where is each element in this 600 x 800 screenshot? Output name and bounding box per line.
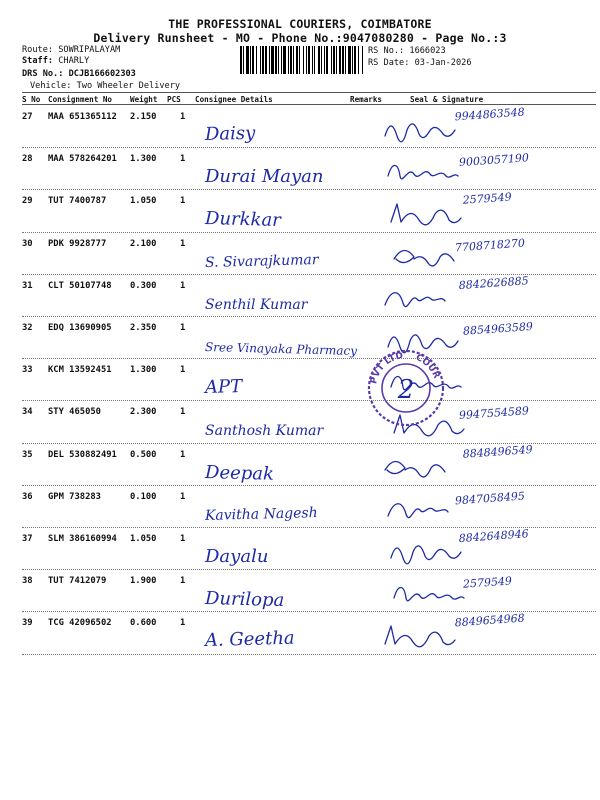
barcode-bar bbox=[281, 46, 282, 74]
row-weight: 2.150 bbox=[130, 112, 157, 122]
rs-no-line bbox=[368, 46, 446, 56]
consignee-handwritten-name: Senthil Kumar bbox=[205, 296, 308, 313]
row-pcs: 1 bbox=[180, 196, 186, 207]
consignee-handwritten-name: Durilopa bbox=[204, 588, 285, 612]
barcode-bar bbox=[339, 46, 341, 74]
table-row bbox=[0, 106, 600, 150]
row-sno: 36 bbox=[22, 491, 33, 502]
consignee-handwritten-name: APT bbox=[204, 376, 243, 399]
row-weight: 0.100 bbox=[130, 491, 157, 502]
row-pcs: 1 bbox=[180, 112, 186, 122]
staff-line bbox=[22, 56, 89, 66]
row-pcs: 1 bbox=[180, 534, 186, 544]
barcode-bar bbox=[318, 46, 320, 74]
row-consignment-no: PDK 9928777 bbox=[48, 238, 107, 249]
handwritten-phone: 8842648946 bbox=[458, 527, 530, 546]
handwritten-phone: 9847058495 bbox=[454, 489, 526, 508]
row-consignment-no: MAA 651365112 bbox=[48, 112, 117, 122]
consignee-handwritten-name: Dayalu bbox=[205, 546, 269, 567]
stamp-right-text: COUR bbox=[414, 352, 442, 381]
row-pcs: 1 bbox=[180, 618, 186, 629]
table-row bbox=[0, 528, 600, 572]
barcode-bar bbox=[278, 46, 279, 74]
handwritten-phone: 8854963589 bbox=[462, 319, 534, 338]
barcode-bar bbox=[308, 46, 310, 74]
row-sno: 29 bbox=[22, 196, 33, 207]
consignee-handwritten-name: Durai Mayan bbox=[205, 166, 324, 188]
col-weight: Weight bbox=[130, 95, 158, 104]
barcode-bar bbox=[342, 46, 344, 74]
rs-no-value: 1666023 bbox=[409, 46, 446, 56]
barcode-bar bbox=[314, 46, 315, 74]
barcode-bar bbox=[348, 46, 351, 74]
row-consignment-no: SLM 386160994 bbox=[48, 534, 117, 544]
handwritten-phone: 2579549 bbox=[462, 190, 513, 208]
consignee-handwritten-name: S. Sivarajkumar bbox=[204, 251, 319, 271]
row-sno: 33 bbox=[22, 365, 33, 376]
barcode-bar bbox=[358, 46, 359, 74]
row-consignment-no: TUT 7400787 bbox=[48, 196, 107, 207]
table-row bbox=[0, 359, 600, 403]
row-weight: 0.300 bbox=[130, 280, 157, 291]
barcode-bar bbox=[271, 46, 274, 74]
barcode-bar bbox=[269, 46, 270, 74]
barcode-bar bbox=[262, 46, 264, 74]
row-weight: 1.050 bbox=[130, 534, 157, 544]
table-row bbox=[0, 148, 600, 192]
drs-label: DRS No.: bbox=[22, 69, 64, 79]
row-pcs: 1 bbox=[180, 280, 186, 291]
staff-label: Staff: bbox=[22, 56, 54, 66]
table-row bbox=[0, 275, 600, 319]
row-sno: 27 bbox=[22, 112, 33, 122]
rs-date-line bbox=[368, 58, 472, 68]
table-row bbox=[0, 570, 600, 614]
barcode-bar bbox=[324, 46, 325, 74]
row-pcs: 1 bbox=[180, 491, 186, 502]
handwritten-phone: 8842626885 bbox=[458, 274, 530, 292]
stamp-top-text: PVT LTD bbox=[369, 351, 405, 385]
signature-scribble bbox=[385, 293, 445, 307]
row-sno: 28 bbox=[22, 154, 33, 165]
barcode-bar bbox=[354, 46, 356, 74]
row-sno: 34 bbox=[22, 407, 33, 418]
vehicle-label: Vehicle: bbox=[30, 81, 72, 91]
table-row bbox=[0, 401, 600, 445]
route-line bbox=[22, 45, 120, 55]
row-weight: 1.900 bbox=[130, 576, 157, 587]
barcode-bar bbox=[240, 46, 242, 74]
handwritten-phone: 7708718270 bbox=[454, 236, 526, 254]
row-sno: 38 bbox=[22, 576, 33, 587]
signature-scribble bbox=[388, 166, 458, 179]
signature-scribble bbox=[394, 250, 454, 265]
barcode-bar bbox=[299, 46, 300, 74]
row-consignment-no: TUT 7412079 bbox=[48, 576, 107, 587]
row-weight: 2.100 bbox=[130, 238, 157, 249]
col-seal: Seal & Signature bbox=[410, 95, 484, 104]
route-label: Route: bbox=[22, 45, 54, 55]
consignee-handwritten-name: Sree Vinayaka Pharmacy bbox=[204, 340, 358, 358]
rs-no-label: RS No.: bbox=[368, 46, 405, 56]
rs-date-label: RS Date: bbox=[368, 58, 410, 68]
route-value: SOWRIPALAYAM bbox=[58, 45, 121, 55]
row-consignment-no: CLT 50107748 bbox=[48, 280, 112, 291]
row-consignment-no: TCG 42096502 bbox=[48, 618, 112, 629]
barcode-bar bbox=[321, 46, 322, 74]
rs-date-value: 03-Jan-2026 bbox=[414, 58, 472, 68]
barcode-bar bbox=[336, 46, 337, 74]
consignee-handwritten-name: Kavitha Nagesh bbox=[204, 504, 318, 524]
barcode-bar bbox=[275, 46, 277, 74]
signature-scribble bbox=[385, 461, 445, 476]
row-pcs: 1 bbox=[180, 449, 186, 460]
signature-scribble bbox=[391, 204, 461, 225]
row-weight: 0.500 bbox=[130, 449, 157, 460]
table-row bbox=[0, 233, 600, 277]
barcode-bar bbox=[333, 46, 335, 74]
barcode-bar bbox=[293, 46, 294, 74]
header-bottom-rule bbox=[22, 104, 596, 105]
row-weight: 0.600 bbox=[130, 618, 157, 629]
col-consignment: Consignment No bbox=[48, 95, 113, 104]
table-row bbox=[0, 612, 600, 656]
row-pcs: 1 bbox=[180, 323, 186, 333]
consignee-handwritten-name: Deepak bbox=[204, 461, 275, 485]
runsheet-subtitle: Delivery Runsheet - MO - Phone No.:9047080280 - Page No.:3 bbox=[93, 31, 507, 45]
row-pcs: 1 bbox=[180, 238, 186, 249]
table-row bbox=[0, 190, 600, 234]
barcode-bar bbox=[345, 46, 346, 74]
consignee-handwritten-name: Daisy bbox=[204, 122, 256, 145]
handwritten-phone: 8849654968 bbox=[454, 611, 526, 630]
barcode-bar bbox=[288, 46, 289, 74]
barcode-image bbox=[240, 46, 364, 74]
row-pcs: 1 bbox=[180, 407, 186, 418]
consignee-handwritten-name: Santhosh Kumar bbox=[205, 423, 324, 440]
barcode-bar bbox=[312, 46, 313, 74]
row-consignment-no: STY 465050 bbox=[48, 407, 101, 418]
table-row bbox=[0, 317, 600, 361]
handwritten-phone: 9944863548 bbox=[454, 105, 526, 124]
row-sno: 31 bbox=[22, 280, 33, 291]
barcode-bar bbox=[243, 46, 244, 74]
consignee-handwritten-name: A. Geetha bbox=[204, 628, 295, 652]
row-weight: 1.300 bbox=[130, 154, 157, 165]
vehicle-line bbox=[30, 81, 180, 91]
row-consignment-no: EDQ 13690905 bbox=[48, 323, 112, 333]
row-sno: 30 bbox=[22, 238, 33, 249]
staff-value: CHARLY bbox=[58, 56, 90, 66]
handwritten-phone: 2579549 bbox=[462, 574, 513, 591]
handwritten-phone: 8848496549 bbox=[462, 442, 534, 461]
col-pcs: PCS bbox=[167, 95, 181, 104]
row-consignment-no: GPM 738283 bbox=[48, 491, 101, 502]
barcode-bar bbox=[306, 46, 307, 74]
row-pcs: 1 bbox=[180, 154, 186, 165]
row-weight: 2.350 bbox=[130, 323, 157, 333]
stamp-center-text: 2 bbox=[397, 375, 415, 405]
signature-scribble bbox=[388, 504, 448, 518]
header-top-rule bbox=[22, 92, 596, 93]
consignee-handwritten-name: Durkkar bbox=[204, 208, 282, 232]
row-sno: 32 bbox=[22, 323, 33, 333]
col-remarks: Remarks bbox=[350, 95, 383, 104]
signature-scribble bbox=[391, 546, 461, 564]
barcode-bar bbox=[303, 46, 304, 74]
barcode-bar bbox=[256, 46, 257, 74]
barcode-bar bbox=[250, 46, 251, 74]
row-weight: 2.300 bbox=[130, 407, 157, 418]
table-row bbox=[0, 444, 600, 488]
drs-value: DCJB166602303 bbox=[68, 69, 136, 79]
barcode-bar bbox=[290, 46, 292, 74]
barcode-bar bbox=[283, 46, 286, 74]
vehicle-value: Two Wheeler Delivery bbox=[76, 81, 181, 91]
barcode-bar bbox=[352, 46, 353, 74]
row-weight: 1.050 bbox=[130, 196, 157, 207]
row-divider bbox=[22, 654, 596, 655]
table-row bbox=[0, 486, 600, 530]
barcode-bar bbox=[246, 46, 249, 74]
barcode-bar bbox=[260, 46, 261, 74]
row-pcs: 1 bbox=[180, 576, 186, 587]
row-consignment-no: DEL 530882491 bbox=[48, 449, 117, 460]
row-consignment-no: KCM 13592451 bbox=[48, 365, 112, 376]
row-weight: 1.300 bbox=[130, 365, 157, 376]
handwritten-phone: 9947554589 bbox=[458, 404, 530, 423]
signature-scribble bbox=[394, 588, 464, 601]
row-sno: 37 bbox=[22, 534, 33, 544]
row-sno: 39 bbox=[22, 618, 33, 629]
barcode-bar bbox=[331, 46, 332, 74]
row-consignment-no: MAA 578264201 bbox=[48, 154, 117, 165]
barcode-bar bbox=[296, 46, 298, 74]
signature-scribble bbox=[385, 626, 455, 647]
barcode-bar bbox=[265, 46, 267, 74]
signature-scribble bbox=[385, 124, 455, 142]
row-sno: 35 bbox=[22, 449, 33, 460]
drs-line bbox=[22, 69, 136, 79]
col-sno: S No bbox=[22, 95, 41, 104]
col-consignee: Consignee Details bbox=[195, 95, 273, 104]
barcode-bar bbox=[362, 46, 363, 74]
barcode-bar bbox=[326, 46, 328, 74]
company-stamp-icon bbox=[366, 348, 446, 428]
row-pcs: 1 bbox=[180, 365, 186, 376]
barcode-bar bbox=[252, 46, 254, 74]
handwritten-phone: 9003057190 bbox=[458, 151, 530, 170]
company-title: THE PROFESSIONAL COURIERS, COIMBATORE bbox=[168, 17, 432, 31]
